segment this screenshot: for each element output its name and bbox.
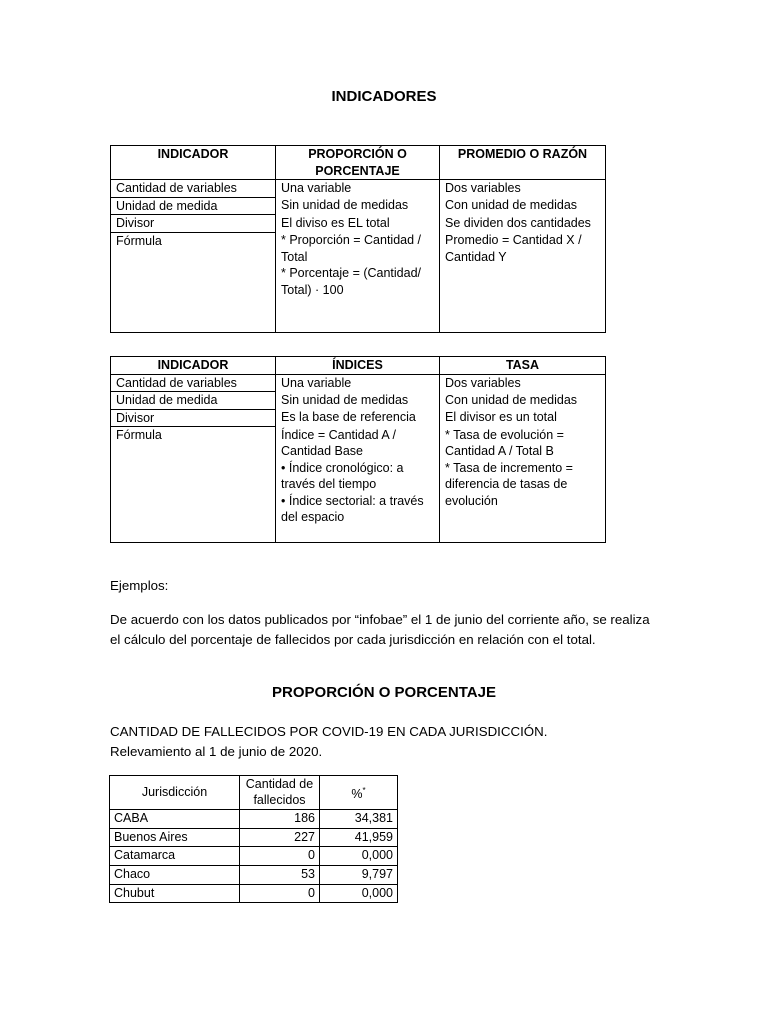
table-cell: Promedio = Cantidad X / Cantidad Y bbox=[440, 232, 606, 332]
footnote-mark: * bbox=[362, 785, 366, 795]
header-cell: PROMEDIO O RAZÓN bbox=[440, 146, 606, 180]
table-row bbox=[110, 884, 398, 903]
percent-label: % bbox=[351, 786, 363, 801]
table-cell: Con unidad de medidas bbox=[440, 197, 606, 215]
row-label: Cantidad de variables bbox=[111, 180, 276, 198]
table-cell: El divisor es un total bbox=[440, 409, 606, 427]
section-title: PROPORCIÓN O PORCENTAJE bbox=[272, 684, 496, 701]
table-row bbox=[111, 374, 606, 392]
deaths-count: 227 bbox=[240, 828, 320, 847]
table-cell: Es la base de referencia bbox=[276, 409, 440, 427]
table-cell: * Tasa de evolución = Cantidad A / Total B * Tasa de incremento = diferencia de tasas de evolución bbox=[440, 427, 606, 543]
jurisdiction-name: Chubut bbox=[110, 884, 240, 903]
deaths-percent: 9,797 bbox=[320, 865, 398, 884]
header-cell: PROPORCIÓN O PORCENTAJE bbox=[276, 146, 440, 180]
indicator-table-body bbox=[111, 180, 606, 333]
jurisdiction-name: Buenos Aires bbox=[110, 828, 240, 847]
caption-line-2: Relevamiento al 1 de junio de 2020. bbox=[110, 743, 323, 759]
table-row bbox=[111, 232, 606, 332]
table-cell: * Proporción = Cantidad / Total * Porcentaje = (Cantidad/ Total) · 100 bbox=[276, 232, 440, 332]
table-row bbox=[111, 392, 606, 410]
table-row bbox=[110, 810, 398, 829]
table-row bbox=[110, 828, 398, 847]
deaths-table bbox=[109, 775, 398, 903]
page-title: INDICADORES bbox=[331, 88, 437, 105]
table-header-row bbox=[111, 146, 606, 180]
deaths-percent: 41,959 bbox=[320, 828, 398, 847]
header-cell: INDICADOR bbox=[111, 357, 276, 375]
row-label: Unidad de medida bbox=[111, 392, 276, 410]
row-label: Divisor bbox=[111, 409, 276, 427]
indicator-table-indices bbox=[110, 356, 606, 543]
table-cell: Se dividen dos cantidades bbox=[440, 215, 606, 233]
deaths-percent: 0,000 bbox=[320, 847, 398, 866]
indicator-table-proporcion bbox=[110, 145, 606, 333]
table-cell: Sin unidad de medidas bbox=[276, 197, 440, 215]
header-jurisdiction: Jurisdicción bbox=[110, 776, 240, 810]
header-cell: TASA bbox=[440, 357, 606, 375]
table-header-row bbox=[111, 357, 606, 375]
examples-paragraph: De acuerdo con los datos publicados por “infobae” el 1 de junio del corriente año, se realiza el cálculo del porcentaje de fallecidos por cada jurisdicción en relación con el total. bbox=[110, 612, 650, 647]
row-label: Unidad de medida bbox=[111, 197, 276, 215]
table-row bbox=[111, 197, 606, 215]
row-label: Divisor bbox=[111, 215, 276, 233]
table-caption bbox=[110, 722, 650, 761]
deaths-count: 53 bbox=[240, 865, 320, 884]
deaths-count: 186 bbox=[240, 810, 320, 829]
table-cell: Dos variables bbox=[440, 374, 606, 392]
table-cell: Dos variables bbox=[440, 180, 606, 198]
table-cell: Sin unidad de medidas bbox=[276, 392, 440, 410]
table-row bbox=[111, 427, 606, 543]
deaths-percent: 0,000 bbox=[320, 884, 398, 903]
deaths-count: 0 bbox=[240, 847, 320, 866]
deaths-count: 0 bbox=[240, 884, 320, 903]
row-label: Fórmula bbox=[111, 232, 276, 332]
examples-label: Ejemplos: bbox=[110, 578, 169, 593]
jurisdiction-name: CABA bbox=[110, 810, 240, 829]
indicator-table-body bbox=[111, 374, 606, 543]
table-cell: El diviso es EL total bbox=[276, 215, 440, 233]
table-cell: Con unidad de medidas bbox=[440, 392, 606, 410]
table-cell: Una variable bbox=[276, 374, 440, 392]
table-row bbox=[111, 409, 606, 427]
table-row bbox=[110, 847, 398, 866]
table-row bbox=[111, 215, 606, 233]
header-percent bbox=[320, 776, 398, 810]
table-row bbox=[110, 865, 398, 884]
table-row bbox=[111, 180, 606, 198]
header-cell: INDICADOR bbox=[111, 146, 276, 180]
table-cell: Una variable bbox=[276, 180, 440, 198]
jurisdiction-name: Chaco bbox=[110, 865, 240, 884]
jurisdiction-name: Catamarca bbox=[110, 847, 240, 866]
header-cell: ÍNDICES bbox=[276, 357, 440, 375]
caption-line-1: CANTIDAD DE FALLECIDOS POR COVID-19 EN CADA JURISDICCIÓN. bbox=[110, 724, 548, 739]
header-count: Cantidad de fallecidos bbox=[240, 776, 320, 810]
row-label: Cantidad de variables bbox=[111, 374, 276, 392]
table-cell: Índice = Cantidad A / Cantidad Base • Índice cronológico: a través del tiempo • Índice sectorial: a través del espacio bbox=[276, 427, 440, 543]
deaths-table-body bbox=[110, 810, 398, 903]
table-header-row bbox=[110, 776, 398, 810]
deaths-percent: 34,381 bbox=[320, 810, 398, 829]
row-label: Fórmula bbox=[111, 427, 276, 543]
